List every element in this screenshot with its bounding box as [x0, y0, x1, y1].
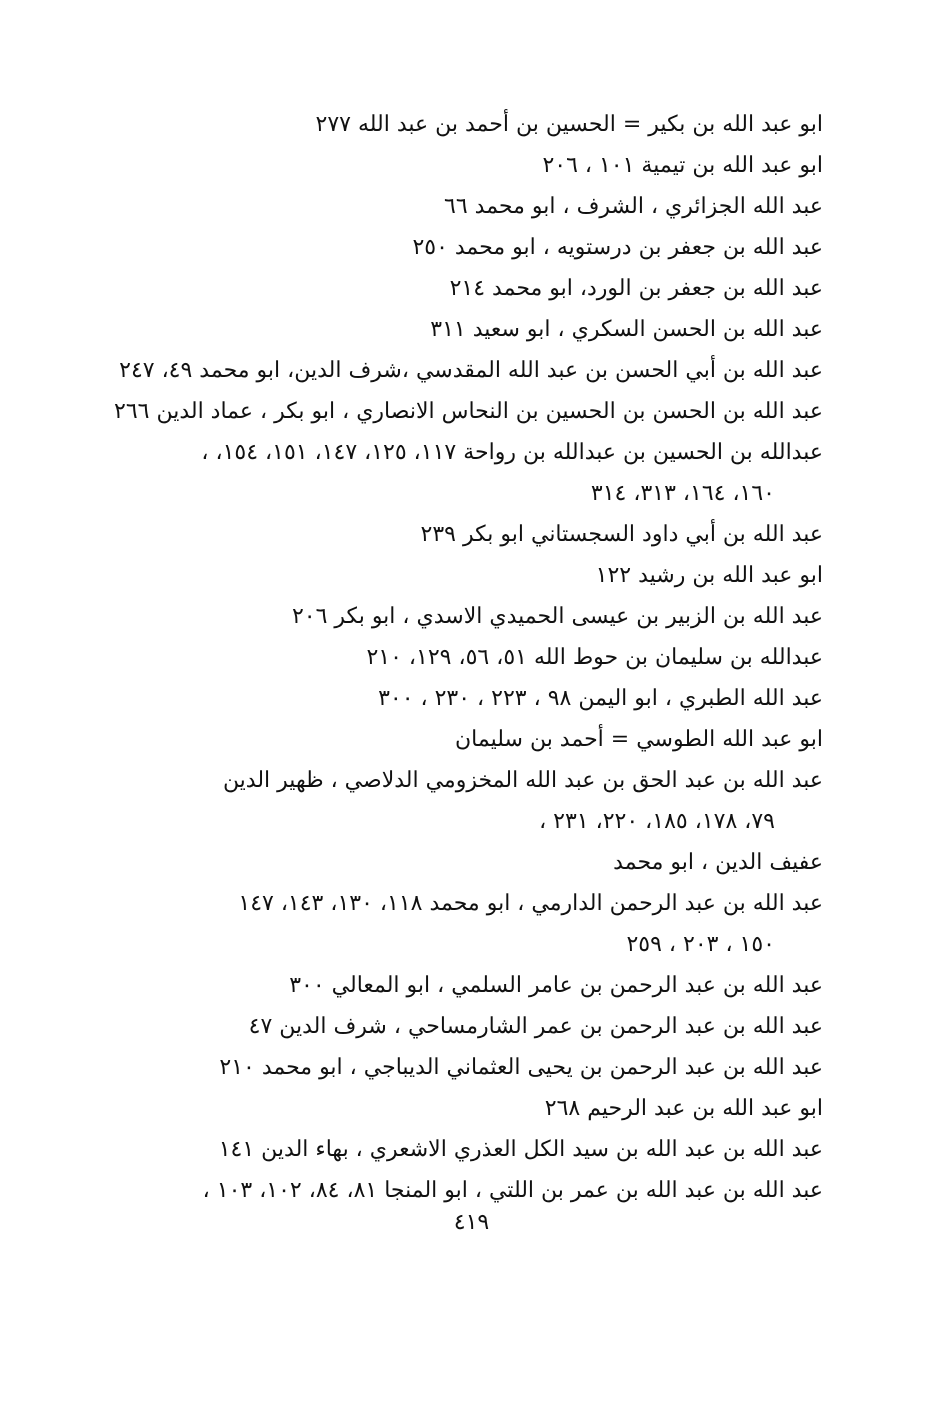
index-entry-continuation: ١٥٠ ، ٢٠٣ ، ٢٥٩	[626, 932, 775, 957]
index-entry: عبد الله بن عبد الرحمن بن عامر السلمي ، ابو المعالي ٣٠٠	[289, 973, 823, 998]
index-entry-continuation: ٧٩، ١٧٨، ١٨٥، ٢٢٠، ٢٣١ ،	[539, 809, 775, 834]
index-entry: ابو عبد الله الطوسي = أحمد بن سليمان	[455, 727, 823, 752]
index-entry: ابو عبد الله بن رشيد ١٢٢	[595, 563, 823, 588]
index-entry: عبدالله بن الحسين بن عبدالله بن رواحة ١١٧، ١٢٥، ١٤٧، ١٥١، ١٥٤، ،	[201, 440, 823, 465]
index-entry: عبد الله بن أبي داود السجستاني ابو بكر ٢٣٩	[420, 522, 823, 547]
index-entry: عبد الله الجزائري ، الشرف ، ابو محمد ٦٦	[444, 194, 823, 219]
index-entry: عبد الله بن عبد الله بن سيد الكل العذري الاشعري ، بهاء الدين ١٤١	[218, 1137, 823, 1162]
index-entry: عبد الله بن عبد الرحمن بن عمر الشارمساحي ، شرف الدين ٤٧	[248, 1014, 823, 1039]
index-entry-continuation: ١٦٠، ١٦٤، ٣١٣، ٣١٤	[590, 481, 775, 506]
index-entry: عبد الله بن الحسن السكري ، ابو سعيد ٣١١	[430, 317, 823, 342]
index-entry: عبد الله بن أبي الحسن بن عبد الله المقدسي ،شرف الدين، ابو محمد ٤٩، ٢٤٧	[119, 358, 823, 383]
index-entry: عبد الله بن عبد الله بن عمر بن اللتي ، ابو المنجا ٨١، ٨٤، ١٠٢، ١٠٣ ،	[202, 1178, 823, 1203]
index-entry: عفيف الدين ، ابو محمد	[613, 850, 823, 875]
page-number: ٤١٩	[453, 1210, 490, 1235]
index-entry: عبد الله بن عبد الرحمن الدارمي ، ابو محمد ١١٨، ١٣٠، ١٤٣، ١٤٧	[238, 891, 823, 916]
index-entries	[114, 104, 823, 1211]
index-entry: عبدالله بن سليمان بن حوط الله ٥١، ٥٦، ١٢٩، ٢١٠	[366, 645, 823, 670]
index-entry: عبد الله الطبري ، ابو اليمن ٩٨ ، ٢٢٣ ، ٢٣٠ ، ٣٠٠	[378, 686, 823, 711]
index-entry: عبد الله بن عبد الحق بن عبد الله المخزومي الدلاصي ، ظهير الدين	[222, 768, 823, 793]
index-entry: ابو عبد الله بن عبد الرحيم ٢٦٨	[544, 1096, 823, 1121]
index-entry: عبد الله بن الزبير بن عيسى الحميدي الاسدي ، ابو بكر ٢٠٦	[291, 604, 823, 629]
index-entry: ابو عبد الله بن تيمية ١٠١ ، ٢٠٦	[542, 153, 823, 178]
index-entry: ابو عبد الله بن بكير = الحسين بن أحمد بن عبد الله ٢٧٧	[315, 112, 823, 137]
index-entry: عبد الله بن جعفر بن درستويه ، ابو محمد ٢٥٠	[412, 235, 823, 260]
index-entry: عبد الله بن الحسن بن الحسين بن النحاس الانصاري ، ابو بكر ، عماد الدين ٢٦٦	[114, 399, 823, 424]
index-entry: عبد الله بن عبد الرحمن بن يحيى العثماني الديباجي ، ابو محمد ٢١٠	[219, 1055, 823, 1080]
index-entry: عبد الله بن جعفر بن الورد، ابو محمد ٢١٤	[449, 276, 823, 301]
